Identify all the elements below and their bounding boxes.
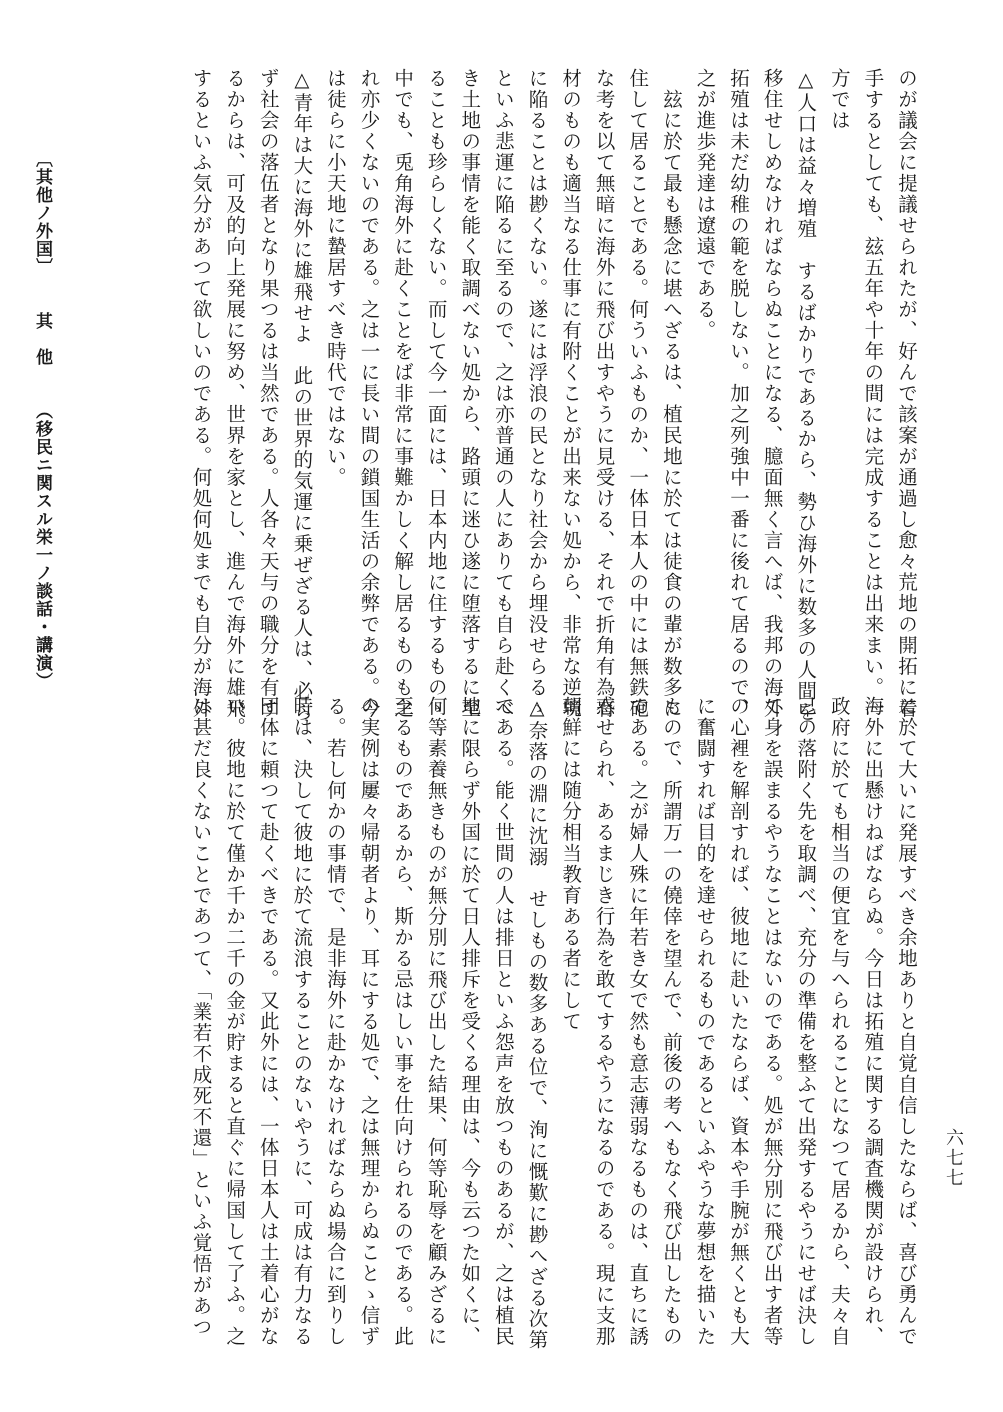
upper-text-line: 之が進歩発達は遼遠である。 <box>693 68 717 341</box>
lower-text-line: 政府に於ても相当の便宜を与へられることになつて居るから、夫々自 <box>827 696 851 1347</box>
lower-text-line: 団体に頼つて赴くべきである。又此外には、一体日本人は土着心がな <box>256 696 280 1347</box>
lower-text-line: に於て大いに発展すべき余地ありと自覚自信したならば、喜び勇んで <box>895 696 918 1347</box>
lower-text-line: の心裡を解剖すれば、彼地に赴いたならば、資本や手腕が無くとも大 <box>727 696 751 1347</box>
lower-text-line: る。若し何かの事情で、是非海外に赴かなければならぬ場合に到りし <box>323 696 347 1347</box>
lower-text-line: の実例は屢々帰朝者より、耳にする処で、之は無理からぬことゝ信ず <box>357 696 381 1347</box>
upper-text-line: 方では <box>827 68 851 131</box>
upper-text-line: 材のものも適当なる仕事に有附くことが出来ない処から、非常な逆境 <box>559 68 583 719</box>
lower-text-line: である。之が婦人殊に年若き女で然も意志薄弱なるものは、直ちに誘 <box>626 696 650 1347</box>
lower-text-line: 時は、決して彼地に於て流浪することのないやうに、可成は有力なる <box>290 696 314 1347</box>
upper-text-line: ることも珍らしくない。而して今一面には、日本内地に住するものゝ <box>424 68 448 719</box>
lower-text-line: もので、所謂万一の僥倖を望んで、前後の考へもなく飛び出したもの <box>659 696 683 1347</box>
upper-text-line: 住して居ることである。何ういふものか、一体日本人の中には無鉄砲 <box>626 68 650 719</box>
upper-text-line: ず社会の落伍者となり果つるは当然である。人各々天与の職分を有す <box>256 68 280 719</box>
lower-text-line: 何等素養無きものが無分別に飛び出した結果、何等恥辱を顧みざるに <box>424 696 448 1347</box>
lower-text-line: 至るものであるから、斯かる忌はしい事を仕向けられるのである。此 <box>391 696 415 1347</box>
upper-text-line: 手するとしても、玆五年や十年の間には完成することは出来まい。一 <box>861 68 885 719</box>
upper-text-line: は徒らに小天地に蟄居すべき時代ではない。 <box>323 68 347 488</box>
upper-text-line: 中でも、兎角海外に赴くことをば非常に事難かしく解し居るものも之 <box>391 68 415 719</box>
lower-text-line: は甚だ良くないことであつて、「業若不成死不還」といふ覚悟があつ <box>189 696 213 1338</box>
upper-text-line: 拓殖は未だ幼稚の範を脱しない。加之列強中一番に後れて居るので、 <box>727 68 751 719</box>
upper-text-line: き土地の事情を能く取調べない処から、路頭に迷ひ遂に堕落するに至 <box>458 68 482 719</box>
upper-text-line: のが議会に提議せられたが、好んで該案が通過し愈々荒地の開拓に着 <box>895 68 918 719</box>
lower-text-line: 海外に出懸けねばならぬ。今日は拓殖に関する調査機関が設けられ、 <box>861 696 885 1347</box>
upper-text-line: 玆に於て最も懸念に堪へざるは、植民地に於ては徒食の輩が数多に <box>659 68 683 719</box>
lower-text-line: に奮闘すれば目的を達せられるものであるといふやうな夢想を描いた <box>693 696 717 1347</box>
lower-text-line: 惑せられ、あるまじき行為を敢てするやうになるのである。現に支那 <box>592 696 616 1347</box>
upper-text-line: △青年は大に海外に雄飛せよ 此の世界的気運に乗ぜざる人は、必ら <box>290 68 314 723</box>
lower-text-line: 朝鮮には随分相当教育ある者にして <box>559 696 583 1032</box>
header-category: 〔其他ノ外国〕 <box>32 150 52 276</box>
upper-text-line: するといふ気分があつて欲しいのである。何処何処までも自分が海外 <box>189 68 213 719</box>
upper-text-line: △人口は益々増殖 するばかりであるから、勢ひ海外に数多の人間を <box>794 68 818 723</box>
lower-text-line: である。能く世間の人は排日といふ怨声を放つものあるが、之は植民 <box>491 696 515 1347</box>
lower-text-line: 地に限らず外国に於て日人排斥を受くる理由は、今も云つた如くに、 <box>458 696 482 1347</box>
upper-text-line: るからは、可及的向上発展に努め、世界を家とし、進んで海外に雄飛 <box>223 68 247 719</box>
lower-text-line: て身を誤まるやうなことはないのである。処が無分別に飛び出す者等 <box>760 696 784 1347</box>
header-subject: （移民ニ関スル栄一ノ談話・講演） <box>32 402 52 690</box>
upper-text-block <box>184 68 923 723</box>
lower-text-line: 己の落附く先を取調べ、充分の準備を整ふて出発するやうにせば決し <box>794 696 818 1347</box>
running-header <box>30 150 55 690</box>
lower-text-line: い。彼地に於て僅か千か二千の金が貯まると直ぐに帰国して了ふ。之 <box>223 696 247 1347</box>
upper-text-line: 移住せしめなければならぬことになる、臆面無く言へば、我邦の海外 <box>760 68 784 719</box>
upper-text-line: といふ悲運に陥るに至るので、之は亦普通の人にありても自ら赴くべ <box>491 68 515 719</box>
lower-text-line: △奈落の淵に沈溺 せしもの数多ある位で、洵に慨歎に尠へざる次第 <box>525 696 549 1351</box>
lower-text-block <box>184 696 923 1351</box>
upper-text-line: に陥ることは尠くない。遂には浮浪の民となり社会から埋没せらるゝ <box>525 68 549 719</box>
upper-text-line: れ亦少くないのである。之は一に長い間の鎖国生活の余弊である。今 <box>357 68 381 719</box>
header-section: 其 他 <box>32 312 52 366</box>
upper-text-line: な考を以て無暗に海外に飛び出すやうに見受ける、それで折角有為有 <box>592 68 616 719</box>
page-number: 六七七 <box>943 1128 964 1188</box>
